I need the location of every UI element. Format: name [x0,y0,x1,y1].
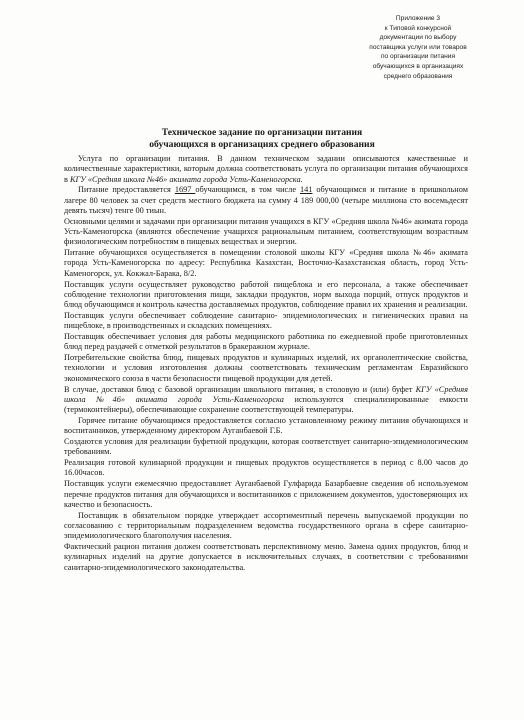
school-name: КГУ «Средняя школа №46» акимата города Усть-Каменогорска [64,384,468,404]
paragraph: Основными целями и задачами при организации питания учащихся в КГУ «Средняя школа №46» акимата города Усть-Каменогорска (являются обеспечение учащихся рациональным питанием, соответствующим возрастным физиологическим потребностям в пищевых веществах и энергии. [64,216,468,247]
appendix-line: среднего образования [383,72,453,80]
paragraph: Поставщик услуги обеспечивает соблюдение санитарно- эпидемиологических и гигиенических правил на пищеблоке, в производственных и складских помещениях. [64,310,468,331]
paragraph: Поставщик обеспечивает условия для работы медицинского работника по ежедневной пробе приготовленных блюд перед раздачей с отметкой результатов в бракеражном журнале. [64,332,468,352]
paragraph: Поставщик услуги осуществляет руководство работой пищеблока и его персонала, а также обеспечивает соблюдение технологии приготовления пищи, закладки продуктов, норм выхода порций, отпуск продуктов и блюд обучающимся и контроль качества доставляемых продуктов, соблюдение правил их хранения и реализации. [64,279,468,310]
document-title [60,127,464,151]
paragraph: Реализация готовой кулинарной продукции и пищевых продуктов осуществляется в период с 8.00 часов до 16.00часов. [64,458,468,478]
student-count: 1697 [174,185,196,195]
paragraph-text: Питание предоставляется [78,185,175,195]
appendix-line: Приложение 3 [395,15,441,22]
paragraph: Поставщик услуги ежемесячно предоставляет Ауганбаевой Гулфарида Базарбаевне сведения об используемом перечне продуктов питания для обучающихся и воспитанников с приложением документов, удостоверяющих их качество и безопасность. [64,479,468,509]
appendix-line: обучающихся в организациях [372,62,464,70]
paragraph: Горячее питание обучающимся предоставляется согласно установленному режиму питания обучающихся и воспитанников, утвержденному директором Ауганбаевой Г.Б. [64,415,468,436]
paragraph-text: В случае, доставки блюд с базовой организации школьного питания, в столовую и (или) буфет [64,384,416,394]
paragraph: Потребительские свойства блюд, пищевых продуктов и кулинарных изделий, их органолептические свойства, технологии и условия изготовления должны соответствовать техническим регламентам Евразийского экономического союза в части безопасности пищевой продукции для детей. [64,353,468,383]
title-line: Техническое задание по организации питания [161,127,363,138]
appendix-line: документации по выбору [379,34,457,42]
paragraph: Поставщик в обязательном порядке утверждает ассортиментный перечень выпускаемой продукции по согласованию с территориальным подразделением ведомства государственного органа в сфере санитарно-эпидемиологического благополучия населения. [64,510,468,541]
student-count-subset: 141 [299,185,313,195]
paragraph: Создаются условия для реализации буфетной продукции, которая соответствует санитарно-эпидемиологическим требованиям. [64,437,468,457]
paragraph-text: используются специализированные емкости (термоконтейнеры), обеспечивающие сохранение соответствующей температуры. [64,394,468,415]
school-name: КГУ «Средняя школа №46» акимата города Усть-Каменогорска. [70,174,303,184]
appendix-line: по организации питания [380,53,456,61]
paragraph: Фактический рацион питания должен соответствовать перспективному меню. Замена одних продуктов, блюд и кулинарных изделий на другие допускается в исключительных случаях, в соответствии с требованиями санитарно-эпидемиологического законодательства. [64,541,468,572]
paragraph [64,185,468,216]
paragraph [64,385,468,416]
title-line: обучающихся в организациях среднего образования [149,139,375,150]
document-body [64,154,468,573]
appendix-line: поставщика услуги или товаров [369,43,467,51]
appendix-line: к Типовой конкурсной [384,24,452,32]
paragraph-text: обучающимся и питание в пришкольном лагере 80 человек за счет средств местного бюджета на сумму 4 189 000,00 (четыре миллиона сто восемьдесят девять тысяч) тенге 00 тиын. [64,185,468,215]
paragraph: Питание обучающихся осуществляется в помещении столовой школы КГУ «Средняя школа №46» акимата города Усть-Каменогорска по адресу: Республика Казахстан, Восточно-Казахстанская область, город Усть-Каменогорск, ул. Кокжал-Барака, 8/2. [64,248,468,278]
appendix-note [343,14,493,81]
paragraph [64,154,468,185]
paragraph-text: Услуга по организации питания. В данном техническом задании описываются качественные и количественные характеристики, которым должна соответствовать услуга по организации питания обучающихся в [64,154,468,184]
paragraph-text: обучающимся, в том числе [195,185,300,195]
